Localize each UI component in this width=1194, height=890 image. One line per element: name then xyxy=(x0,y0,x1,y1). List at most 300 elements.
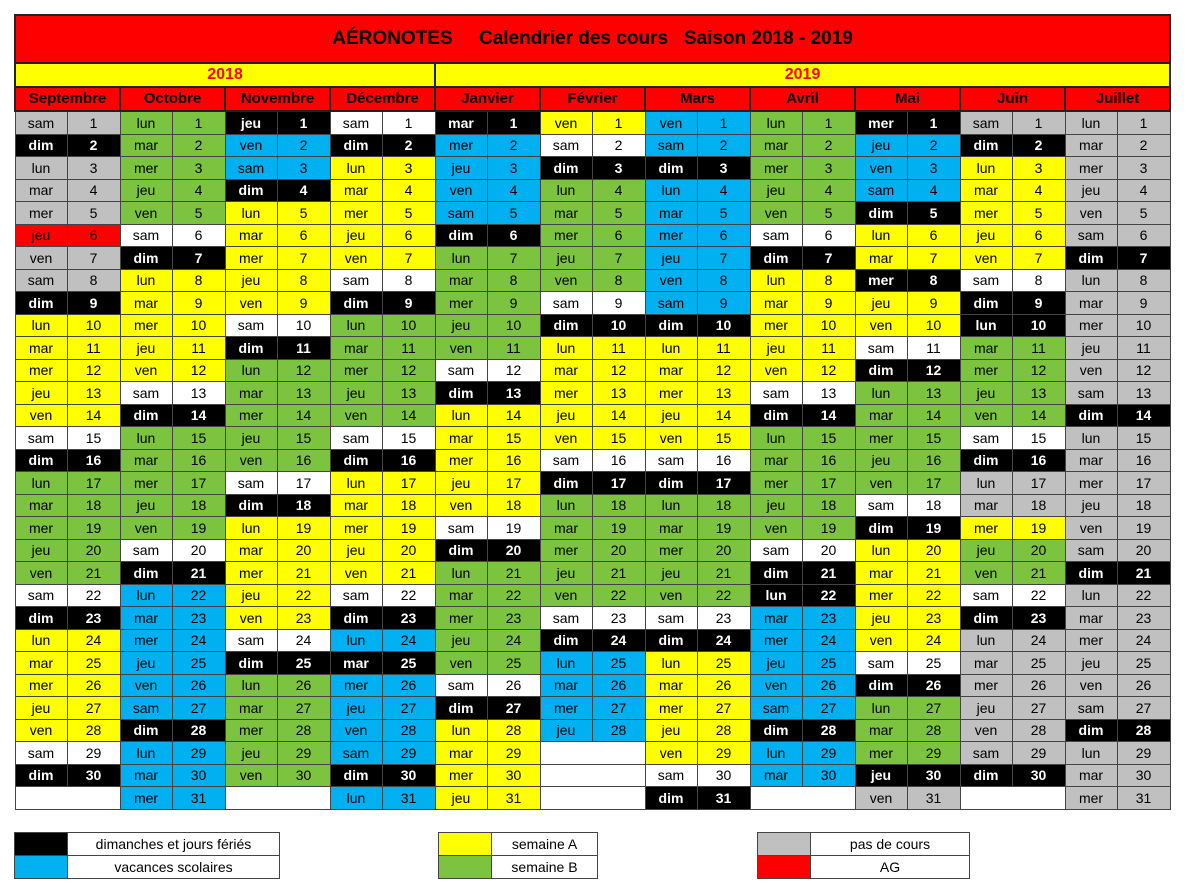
day-number-cell: 21 xyxy=(1012,562,1065,585)
weekday-cell: sam xyxy=(120,382,172,405)
day-number-cell: 20 xyxy=(592,539,645,562)
day-number-cell: 21 xyxy=(277,562,330,585)
day-number-cell: 25 xyxy=(907,652,960,675)
empty-cell xyxy=(540,787,645,810)
weekday-cell: dim xyxy=(120,247,172,270)
day-number-cell: 5 xyxy=(172,202,225,225)
weekday-cell: mar xyxy=(120,607,172,630)
day-row xyxy=(15,202,1170,225)
weekday-cell: sam xyxy=(960,742,1012,765)
day-number-cell: 14 xyxy=(697,404,750,427)
weekday-cell: mer xyxy=(435,292,487,315)
day-number-cell: 13 xyxy=(67,382,120,405)
weekday-cell: mer xyxy=(960,517,1012,540)
day-row xyxy=(15,157,1170,180)
weekday-cell: lun xyxy=(540,652,592,675)
day-number-cell: 6 xyxy=(172,224,225,247)
weekday-cell: lun xyxy=(855,382,907,405)
day-number-cell: 2 xyxy=(382,134,435,157)
weekday-cell: mer xyxy=(855,427,907,450)
weekday-cell: sam xyxy=(15,269,67,292)
weekday-cell: ven xyxy=(540,111,592,134)
weekday-cell: dim xyxy=(645,472,697,495)
weekday-cell: mar xyxy=(330,652,382,675)
weekday-cell: ven xyxy=(225,449,277,472)
day-row xyxy=(15,134,1170,157)
weekday-cell: lun xyxy=(330,157,382,180)
weekday-cell: ven xyxy=(960,247,1012,270)
weekday-cell: ven xyxy=(645,111,697,134)
weekday-cell: lun xyxy=(645,652,697,675)
day-row xyxy=(15,584,1170,607)
day-number-cell: 11 xyxy=(592,337,645,360)
day-number-cell: 26 xyxy=(277,674,330,697)
day-number-cell: 27 xyxy=(382,697,435,720)
weekday-cell: sam xyxy=(330,584,382,607)
day-number-cell: 25 xyxy=(802,652,855,675)
legend-swatch-black xyxy=(15,833,68,856)
day-number-cell: 17 xyxy=(697,472,750,495)
day-number-cell: 24 xyxy=(907,629,960,652)
legend-swatch-yellow xyxy=(439,833,492,856)
day-number-cell: 2 xyxy=(592,134,645,157)
day-number-cell: 25 xyxy=(592,652,645,675)
day-number-cell: 9 xyxy=(277,292,330,315)
day-number-cell: 4 xyxy=(1117,179,1170,202)
weekday-cell: mer xyxy=(855,584,907,607)
weekday-cell: lun xyxy=(120,584,172,607)
weekday-cell: mar xyxy=(1065,134,1117,157)
weekday-cell: lun xyxy=(225,202,277,225)
weekday-cell: mer xyxy=(855,742,907,765)
weekday-cell: ven xyxy=(960,404,1012,427)
weekday-cell: mar xyxy=(540,674,592,697)
day-row xyxy=(15,269,1170,292)
day-number-cell: 26 xyxy=(1012,674,1065,697)
day-number-cell: 28 xyxy=(67,719,120,742)
weekday-cell: ven xyxy=(855,472,907,495)
day-number-cell: 3 xyxy=(1012,157,1065,180)
weekday-cell: ven xyxy=(225,134,277,157)
weekday-cell: lun xyxy=(645,179,697,202)
day-number-cell: 15 xyxy=(592,427,645,450)
weekday-cell: mar xyxy=(435,742,487,765)
day-number-cell: 28 xyxy=(802,719,855,742)
day-number-cell: 2 xyxy=(487,134,540,157)
day-number-cell: 24 xyxy=(697,629,750,652)
day-number-cell: 19 xyxy=(487,517,540,540)
day-number-cell: 11 xyxy=(487,337,540,360)
weekday-cell: sam xyxy=(855,652,907,675)
weekday-cell: dim xyxy=(750,562,802,585)
legend-row-ag xyxy=(758,856,970,879)
day-number-cell: 2 xyxy=(67,134,120,157)
day-number-cell: 17 xyxy=(487,472,540,495)
day-number-cell: 12 xyxy=(172,359,225,382)
day-number-cell: 7 xyxy=(172,247,225,270)
weekday-cell: mar xyxy=(330,494,382,517)
day-number-cell: 18 xyxy=(277,494,330,517)
weekday-cell: dim xyxy=(750,404,802,427)
day-number-cell: 6 xyxy=(277,224,330,247)
day-number-cell: 19 xyxy=(592,517,645,540)
weekday-cell: dim xyxy=(645,314,697,337)
day-number-cell: 30 xyxy=(67,764,120,787)
day-number-cell: 10 xyxy=(802,314,855,337)
day-number-cell: 11 xyxy=(697,337,750,360)
day-number-cell: 5 xyxy=(697,202,750,225)
legend-group-left xyxy=(14,832,280,879)
weekday-cell: mar xyxy=(1065,292,1117,315)
weekday-cell: dim xyxy=(1065,562,1117,585)
weekday-cell: mar xyxy=(960,494,1012,517)
weekday-cell: dim xyxy=(960,134,1012,157)
weekday-cell: mar xyxy=(855,719,907,742)
weekday-cell: ven xyxy=(855,314,907,337)
day-number-cell: 27 xyxy=(67,697,120,720)
day-number-cell: 13 xyxy=(1117,382,1170,405)
day-number-cell: 4 xyxy=(172,179,225,202)
day-number-cell: 2 xyxy=(172,134,225,157)
day-number-cell: 22 xyxy=(1012,584,1065,607)
weekday-cell: ven xyxy=(855,629,907,652)
day-number-cell: 31 xyxy=(172,787,225,810)
weekday-cell: lun xyxy=(1065,427,1117,450)
weekday-cell: jeu xyxy=(435,472,487,495)
title-row xyxy=(15,15,1170,63)
day-number-cell: 14 xyxy=(1012,404,1065,427)
day-number-cell: 23 xyxy=(1012,607,1065,630)
day-number-cell: 21 xyxy=(592,562,645,585)
months-row xyxy=(15,87,1170,111)
day-number-cell: 22 xyxy=(802,584,855,607)
day-number-cell: 5 xyxy=(277,202,330,225)
weekday-cell: dim xyxy=(540,629,592,652)
day-number-cell: 17 xyxy=(67,472,120,495)
day-number-cell: 12 xyxy=(67,359,120,382)
day-number-cell: 15 xyxy=(907,427,960,450)
day-row xyxy=(15,629,1170,652)
day-number-cell: 22 xyxy=(487,584,540,607)
weekday-cell: mar xyxy=(1065,607,1117,630)
weekday-cell: sam xyxy=(750,382,802,405)
weekday-cell: mar xyxy=(435,427,487,450)
day-number-cell: 10 xyxy=(487,314,540,337)
day-number-cell: 28 xyxy=(487,719,540,742)
weekday-cell: lun xyxy=(855,697,907,720)
weekday-cell: mer xyxy=(435,764,487,787)
day-number-cell: 10 xyxy=(277,314,330,337)
weekday-cell: lun xyxy=(330,314,382,337)
weekday-cell: dim xyxy=(330,134,382,157)
day-number-cell: 29 xyxy=(697,742,750,765)
day-number-cell: 12 xyxy=(487,359,540,382)
weekday-cell: lun xyxy=(120,742,172,765)
weekday-cell: mar xyxy=(540,359,592,382)
day-number-cell: 14 xyxy=(277,404,330,427)
weekday-cell: lun xyxy=(540,337,592,360)
day-number-cell: 3 xyxy=(907,157,960,180)
day-number-cell: 11 xyxy=(382,337,435,360)
weekday-cell: mar xyxy=(750,292,802,315)
weekday-cell: ven xyxy=(750,359,802,382)
weekday-cell: mer xyxy=(225,404,277,427)
day-number-cell: 3 xyxy=(382,157,435,180)
day-number-cell: 6 xyxy=(592,224,645,247)
weekday-cell: mar xyxy=(645,359,697,382)
empty-cell xyxy=(960,787,1065,810)
weekday-cell: dim xyxy=(960,607,1012,630)
weekday-cell: jeu xyxy=(540,247,592,270)
year-2018-header: 2018 xyxy=(15,63,435,87)
weekday-cell: mar xyxy=(750,764,802,787)
day-number-cell: 28 xyxy=(172,719,225,742)
weekday-cell: dim xyxy=(1065,247,1117,270)
day-number-cell: 1 xyxy=(802,111,855,134)
day-number-cell: 9 xyxy=(1012,292,1065,315)
day-number-cell: 31 xyxy=(382,787,435,810)
day-number-cell: 24 xyxy=(67,629,120,652)
day-number-cell: 12 xyxy=(592,359,645,382)
day-number-cell: 18 xyxy=(487,494,540,517)
day-number-cell: 7 xyxy=(67,247,120,270)
weekday-cell: mar xyxy=(15,494,67,517)
day-number-cell: 7 xyxy=(1117,247,1170,270)
day-number-cell: 19 xyxy=(697,517,750,540)
weekday-cell: mar xyxy=(15,652,67,675)
day-number-cell: 9 xyxy=(67,292,120,315)
month-header: Mars xyxy=(645,87,750,111)
day-number-cell: 13 xyxy=(1012,382,1065,405)
weekday-cell: jeu xyxy=(330,382,382,405)
weekday-cell: sam xyxy=(120,697,172,720)
day-number-cell: 5 xyxy=(802,202,855,225)
weekday-cell: mar xyxy=(435,269,487,292)
day-number-cell: 3 xyxy=(592,157,645,180)
day-number-cell: 13 xyxy=(592,382,645,405)
weekday-cell: mer xyxy=(330,517,382,540)
day-number-cell: 2 xyxy=(277,134,330,157)
weekday-cell: lun xyxy=(750,269,802,292)
day-number-cell: 15 xyxy=(697,427,750,450)
weekday-cell: dim xyxy=(645,787,697,810)
weekday-cell: jeu xyxy=(1065,652,1117,675)
weekday-cell: mar xyxy=(960,652,1012,675)
day-number-cell: 26 xyxy=(382,674,435,697)
day-number-cell: 24 xyxy=(802,629,855,652)
day-number-cell: 13 xyxy=(487,382,540,405)
day-number-cell: 26 xyxy=(907,674,960,697)
weekday-cell: mar xyxy=(435,584,487,607)
day-number-cell: 14 xyxy=(67,404,120,427)
day-number-cell: 15 xyxy=(172,427,225,450)
weekday-cell: lun xyxy=(330,787,382,810)
weekday-cell: sam xyxy=(960,269,1012,292)
day-number-cell: 12 xyxy=(802,359,855,382)
month-header: Juillet xyxy=(1065,87,1170,111)
weekday-cell: sam xyxy=(1065,697,1117,720)
day-number-cell: 5 xyxy=(1012,202,1065,225)
day-number-cell: 16 xyxy=(592,449,645,472)
day-row xyxy=(15,517,1170,540)
day-number-cell: 3 xyxy=(697,157,750,180)
weekday-cell: mer xyxy=(960,202,1012,225)
weekday-cell: mer xyxy=(225,719,277,742)
day-number-cell: 11 xyxy=(172,337,225,360)
day-number-cell: 8 xyxy=(277,269,330,292)
day-row xyxy=(15,359,1170,382)
day-number-cell: 24 xyxy=(487,629,540,652)
weekday-cell: mar xyxy=(120,292,172,315)
weekday-cell: dim xyxy=(855,202,907,225)
weekday-cell: mer xyxy=(645,539,697,562)
day-number-cell: 16 xyxy=(802,449,855,472)
day-number-cell: 6 xyxy=(1117,224,1170,247)
weekday-cell: ven xyxy=(225,607,277,630)
day-number-cell: 2 xyxy=(1117,134,1170,157)
day-number-cell: 4 xyxy=(802,179,855,202)
legend-label-ag: AG xyxy=(811,856,970,879)
day-number-cell: 1 xyxy=(592,111,645,134)
day-number-cell: 22 xyxy=(697,584,750,607)
weekday-cell: mer xyxy=(645,697,697,720)
weekday-cell: lun xyxy=(330,472,382,495)
day-number-cell: 30 xyxy=(277,764,330,787)
weekday-cell: sam xyxy=(960,584,1012,607)
day-number-cell: 17 xyxy=(592,472,645,495)
weekday-cell: jeu xyxy=(120,337,172,360)
day-number-cell: 1 xyxy=(487,111,540,134)
weekday-cell: ven xyxy=(750,202,802,225)
day-number-cell: 17 xyxy=(172,472,225,495)
weekday-cell: mar xyxy=(540,202,592,225)
day-number-cell: 18 xyxy=(1012,494,1065,517)
legend-row-week-a xyxy=(439,833,598,856)
weekday-cell: sam xyxy=(330,111,382,134)
weekday-cell: ven xyxy=(435,179,487,202)
day-row xyxy=(15,224,1170,247)
day-number-cell: 22 xyxy=(907,584,960,607)
weekday-cell: mer xyxy=(645,224,697,247)
weekday-cell: sam xyxy=(645,134,697,157)
day-number-cell: 19 xyxy=(67,517,120,540)
month-header: Décembre xyxy=(330,87,435,111)
day-number-cell: 31 xyxy=(1117,787,1170,810)
day-number-cell: 28 xyxy=(907,719,960,742)
weekday-cell: dim xyxy=(435,539,487,562)
weekday-cell: sam xyxy=(435,359,487,382)
day-number-cell: 15 xyxy=(382,427,435,450)
weekday-cell: sam xyxy=(1065,382,1117,405)
day-row xyxy=(15,179,1170,202)
day-number-cell: 7 xyxy=(697,247,750,270)
weekday-cell: ven xyxy=(750,674,802,697)
day-number-cell: 20 xyxy=(382,539,435,562)
weekday-cell: jeu xyxy=(750,652,802,675)
day-number-cell: 15 xyxy=(802,427,855,450)
weekday-cell: ven xyxy=(540,584,592,607)
weekday-cell: dim xyxy=(330,607,382,630)
weekday-cell: jeu xyxy=(750,494,802,517)
day-number-cell: 23 xyxy=(592,607,645,630)
weekday-cell: lun xyxy=(435,404,487,427)
day-row xyxy=(15,449,1170,472)
weekday-cell: sam xyxy=(960,111,1012,134)
day-number-cell: 19 xyxy=(382,517,435,540)
day-number-cell: 18 xyxy=(697,494,750,517)
month-header: Octobre xyxy=(120,87,225,111)
day-number-cell: 30 xyxy=(1117,764,1170,787)
weekday-cell: ven xyxy=(645,742,697,765)
day-number-cell: 11 xyxy=(907,337,960,360)
weekday-cell: mar xyxy=(1065,764,1117,787)
weekday-cell: mar xyxy=(330,179,382,202)
weekday-cell: dim xyxy=(645,157,697,180)
day-number-cell: 16 xyxy=(382,449,435,472)
month-header: Janvier xyxy=(435,87,540,111)
day-number-cell: 21 xyxy=(382,562,435,585)
empty-cell xyxy=(15,787,120,810)
weekday-cell: ven xyxy=(435,494,487,517)
day-number-cell: 10 xyxy=(67,314,120,337)
month-header: Novembre xyxy=(225,87,330,111)
empty-cell xyxy=(750,787,855,810)
weekday-cell: mer xyxy=(750,472,802,495)
day-number-cell: 28 xyxy=(277,719,330,742)
weekday-cell: mar xyxy=(750,134,802,157)
weekday-cell: jeu xyxy=(435,629,487,652)
weekday-cell: lun xyxy=(435,719,487,742)
weekday-cell: sam xyxy=(1065,224,1117,247)
day-number-cell: 8 xyxy=(382,269,435,292)
weekday-cell: sam xyxy=(225,629,277,652)
weekday-cell: mer xyxy=(540,539,592,562)
weekday-cell: sam xyxy=(750,539,802,562)
weekday-cell: ven xyxy=(225,764,277,787)
day-number-cell: 21 xyxy=(907,562,960,585)
weekday-cell: dim xyxy=(960,449,1012,472)
weekday-cell: jeu xyxy=(960,224,1012,247)
weekday-cell: ven xyxy=(540,427,592,450)
weekday-cell: lun xyxy=(120,269,172,292)
day-number-cell: 23 xyxy=(487,607,540,630)
weekday-cell: sam xyxy=(645,449,697,472)
weekday-cell: mer xyxy=(1065,629,1117,652)
weekday-cell: dim xyxy=(120,404,172,427)
day-number-cell: 8 xyxy=(592,269,645,292)
day-number-cell: 7 xyxy=(382,247,435,270)
weekday-cell: mer xyxy=(435,449,487,472)
day-number-cell: 6 xyxy=(907,224,960,247)
weekday-cell: mar xyxy=(330,337,382,360)
day-number-cell: 3 xyxy=(802,157,855,180)
day-number-cell: 5 xyxy=(67,202,120,225)
weekday-cell: mar xyxy=(960,337,1012,360)
years-row xyxy=(15,63,1170,87)
legend-group-right xyxy=(757,832,970,879)
weekday-cell: lun xyxy=(750,584,802,607)
day-row xyxy=(15,697,1170,720)
weekday-cell: mar xyxy=(855,404,907,427)
day-number-cell: 18 xyxy=(907,494,960,517)
weekday-cell: ven xyxy=(1065,359,1117,382)
day-number-cell: 22 xyxy=(67,584,120,607)
day-number-cell: 9 xyxy=(697,292,750,315)
day-number-cell: 10 xyxy=(1117,314,1170,337)
weekday-cell: ven xyxy=(330,719,382,742)
weekday-cell: lun xyxy=(960,157,1012,180)
day-number-cell: 7 xyxy=(1012,247,1065,270)
